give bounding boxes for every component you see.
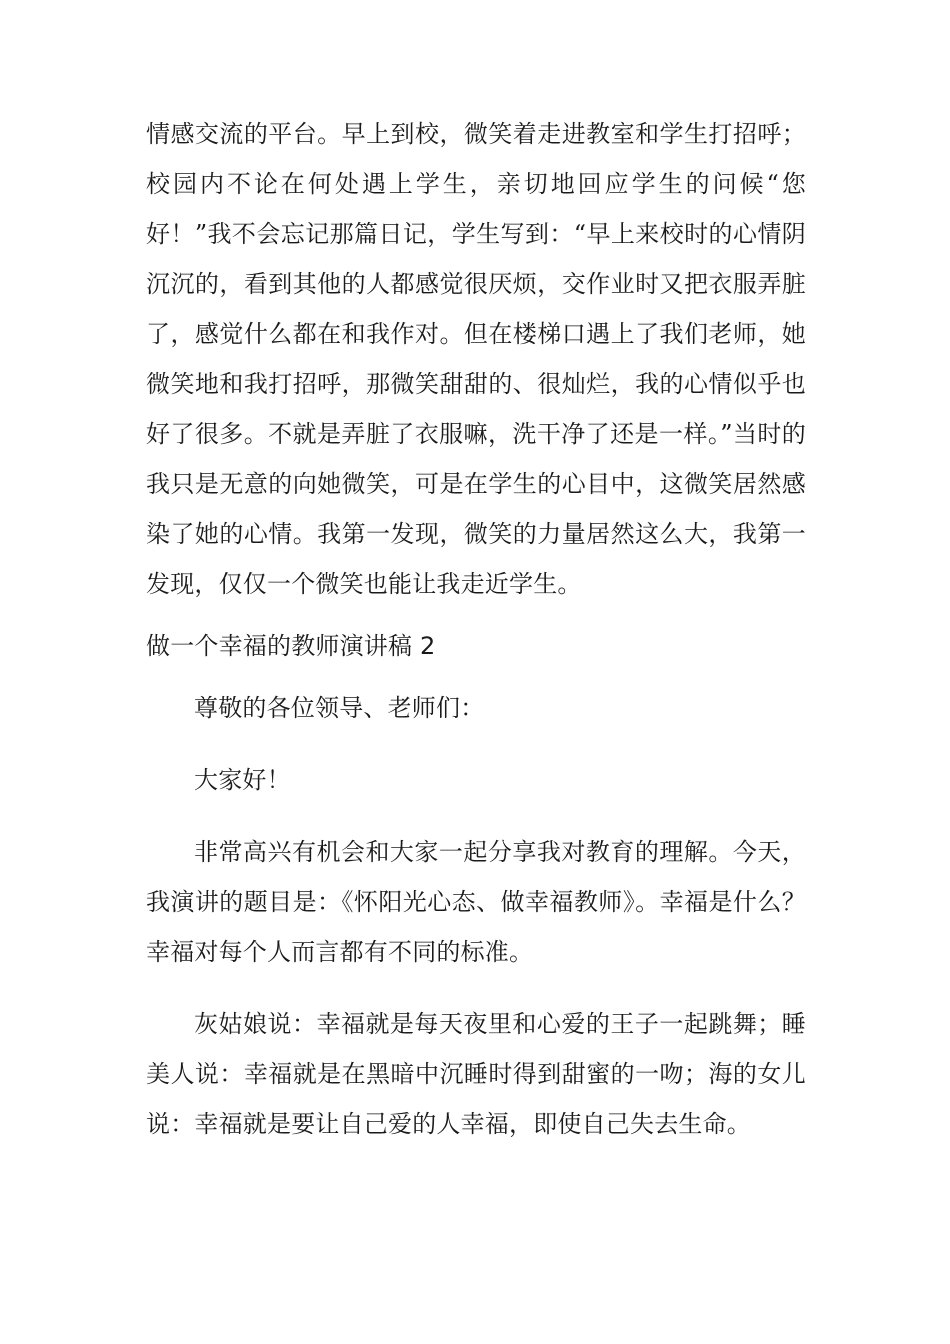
document-body xyxy=(146,109,806,1149)
paragraph-stories: 灰姑娘说：幸福就是每天夜里和心爱的王子一起跳舞；睡美人说：幸福就是在黑暗中沉睡时得到甜蜜的一吻；海的女儿说：幸福就是要让自己爱的人幸福，即使自己失去生命。 xyxy=(146,1010,806,1138)
paragraph-intro: 非常高兴有机会和大家一起分享我对教育的理解。今天，我演讲的题目是：《怀阳光心态、做幸福教师》。幸福是什么？幸福对每个人而言都有不同的标准。 xyxy=(146,838,806,966)
section-heading: 做一个幸福的教师演讲稿 2 xyxy=(146,632,436,660)
paragraph-greeting: 尊敬的各位领导、老师们： xyxy=(194,694,485,722)
paragraph-continuation: 情感交流的平台。早上到校，微笑着走进教室和学生打招呼；校园内不论在何处遇上学生，亲切地回应学生的问候“您好！”我不会忘记那篇日记，学生写到：“早上来校时的心情阴沉沉的，看到其他的人都感觉很厌烦，交作业时又把衣服弄脏了，感觉什么都在和我作对。但在楼梯口遇上了我们老师，她微笑地和我打招呼，那微笑甜甜的、很灿烂，我的心情似乎也好了很多。不就是弄脏了衣服嘛，洗干净了还是一样。”当时的我只是无意的向她微笑，可是在学生的心目中，这微笑居然感染了她的心情。我第一发现，微笑的力量居然这么大，我第一发现，仅仅一个微笑也能让我走近学生。 xyxy=(146,120,806,598)
paragraph-hello: 大家好！ xyxy=(194,766,291,794)
